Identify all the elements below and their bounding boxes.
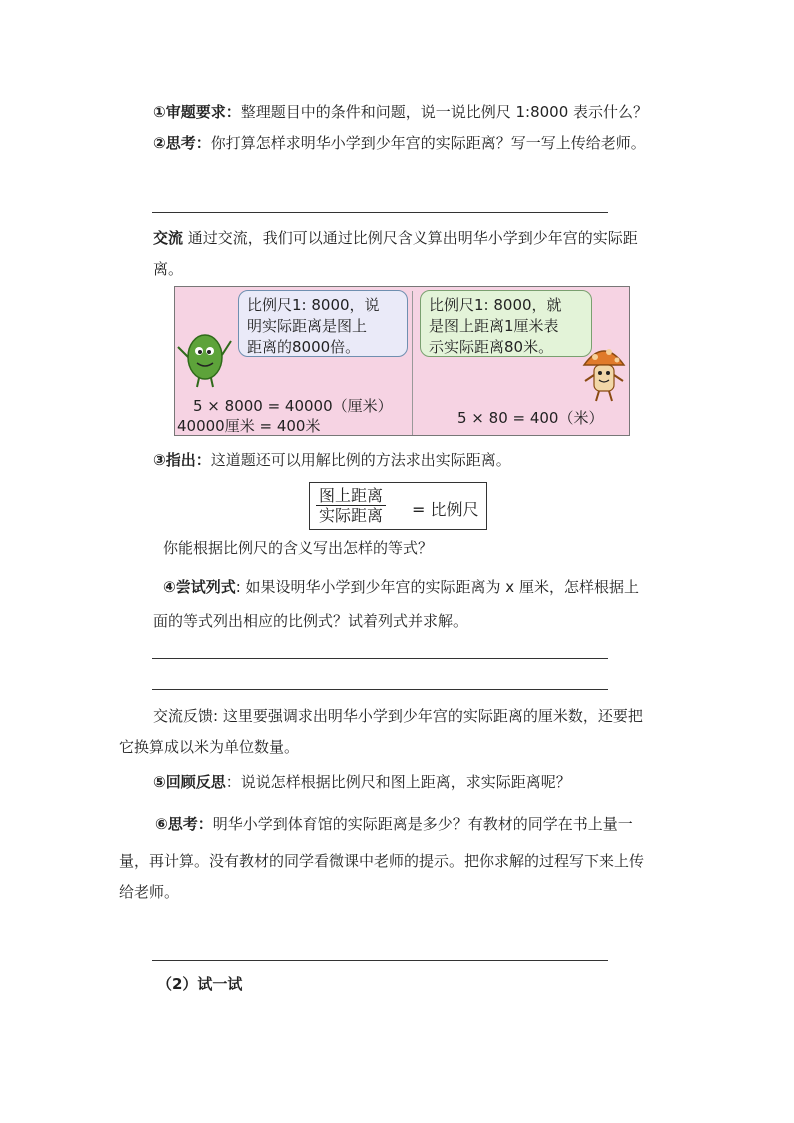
mushroom-character-icon [581,341,627,405]
right-bubble-line: 示实际距离80米。 [429,338,554,356]
panel-divider [412,291,413,435]
answer-line-3[interactable] [152,689,608,690]
question-1 [153,102,648,122]
left-bubble-line: 明实际距离是图上 [247,317,368,335]
question-3-follow: 你能根据比例尺的含义写出怎样的等式？ [163,539,434,557]
feedback-line-2: 它换算成以米为单位数量。 [119,738,300,756]
scale-formula [309,482,487,530]
exchange-line-1: 通过交流，我们可以通过比例尺含义算出明华小学到少年宫的实际距 [187,229,638,247]
answer-line-1[interactable] [152,212,608,213]
question-5-text: ：说说怎样根据比例尺和图上距离，求实际距离呢？ [225,773,571,791]
left-calc-line-1: 5 × 8000 = 40000（厘米） [193,397,393,415]
formula-denominator: 实际距离 [319,506,384,525]
question-6-line-2: 量，再计算。没有教材的同学看微课中老师的提示。把你求解的过程写下来上传 [119,852,645,870]
question-3 [153,450,511,470]
question-4-line-1: : 如果设明华小学到少年宫的实际距离为 x 厘米，怎样根据上 [235,578,639,596]
left-speech-bubble [238,290,408,357]
question-2-label: ②思考： [153,134,211,152]
question-6-label: ⑥思考： [155,815,213,833]
feedback-line-1: 交流反馈: 这里要强调求出明华小学到少年宫的实际距离的厘米数，还要把 [153,707,643,725]
right-calc: 5 × 80 = 400（米） [457,409,604,427]
cucumber-character-icon [175,325,235,389]
question-5-label: ⑤回顾反思 [153,773,226,791]
exchange-label: 交流 [153,229,184,247]
question-1-text: 整理题目中的条件和问题，说一说比例尺 1:8000 表示什么？ [240,103,649,121]
left-bubble-line: 比例尺1: 8000，说 [247,296,380,314]
answer-line-2[interactable] [152,658,608,659]
formula-fraction [316,486,386,525]
right-bubble-line: 是图上距离1厘米表 [429,317,559,335]
right-bubble-line: 比例尺1: 8000，就 [429,296,562,314]
question-6-line-1: 明华小学到体育馆的实际距离是多少？有教材的同学在书上量一 [212,815,633,833]
question-2 [153,133,646,153]
formula-numerator: 图上距离 [316,486,386,506]
formula-rhs: = 比例尺 [412,500,479,519]
left-calc-line-2: 40000厘米 = 400米 [177,417,321,435]
question-2-text: 你打算怎样求明华小学到少年宫的实际距离？写一写上传给老师。 [210,134,646,152]
question-1-label: ①审题要求： [153,103,241,121]
question-3-label: ③指出： [153,451,211,469]
question-4 [163,577,639,597]
illustration-panel [174,286,630,436]
exchange-paragraph [153,228,638,248]
question-3-text: 这道题还可以用解比例的方法求出实际距离。 [210,451,511,469]
exchange-line-2: 离。 [153,260,184,278]
question-4-line-2: 面的等式列出相应的比例式？试着列式并求解。 [153,612,469,630]
question-6 [155,814,633,834]
right-speech-bubble [420,290,592,357]
question-6-line-3: 给老师。 [119,883,180,901]
section-2-heading: （2）试一试 [157,975,243,993]
question-4-label: ④尝试列式 [163,578,236,596]
left-bubble-line: 距离的8000倍。 [247,338,361,356]
answer-line-4[interactable] [152,960,608,961]
question-5 [153,772,571,792]
